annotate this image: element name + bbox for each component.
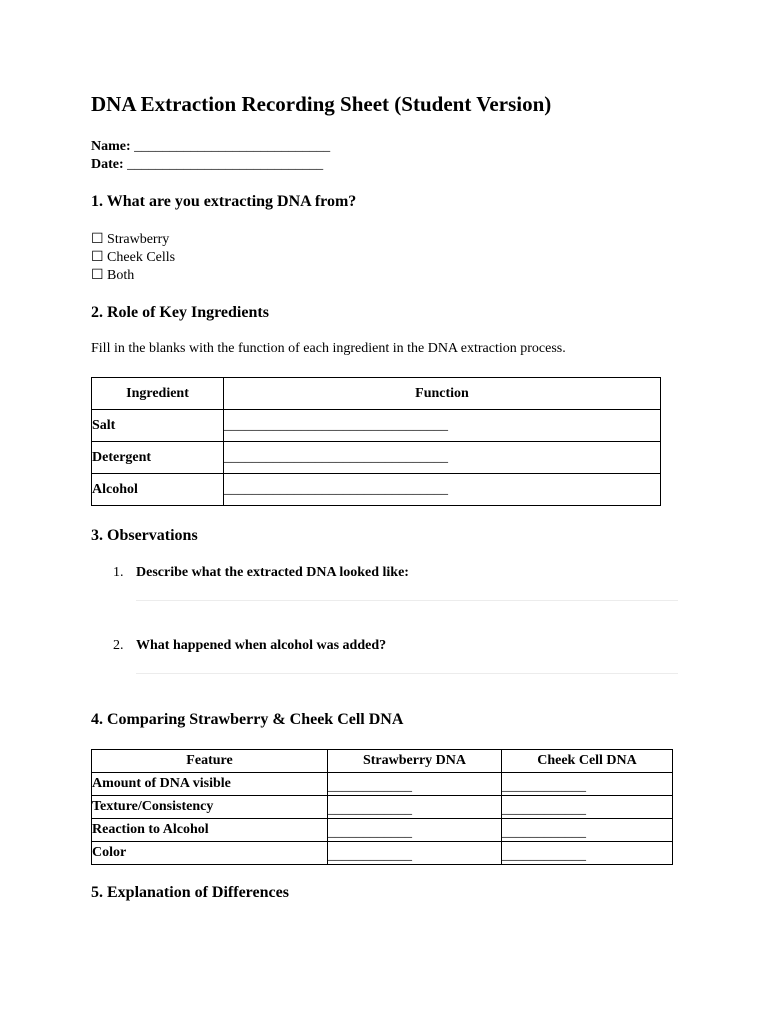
feature-cell: Color bbox=[92, 842, 328, 865]
option-strawberry-checkbox[interactable]: ☐ Strawberry bbox=[91, 232, 170, 247]
table-header-row bbox=[92, 378, 661, 410]
strawberry-field[interactable]: ____________ bbox=[328, 796, 502, 819]
cheek-field[interactable]: ____________ bbox=[502, 773, 673, 796]
ingredients-table bbox=[91, 377, 661, 506]
feature-cell: Texture/Consistency bbox=[92, 796, 328, 819]
date-field[interactable]: ____________________________ bbox=[127, 157, 324, 172]
section1-heading: 1. What are you extracting DNA from? bbox=[91, 193, 357, 210]
strawberry-field[interactable]: ____________ bbox=[328, 819, 502, 842]
table-header-row bbox=[92, 750, 673, 773]
strawberry-field[interactable]: ____________ bbox=[328, 842, 502, 865]
name-label: Name: bbox=[91, 139, 131, 154]
observation-question: What happened when alcohol was added? bbox=[136, 638, 387, 653]
section3-heading: 3. Observations bbox=[91, 527, 198, 544]
section5-heading: 5. Explanation of Differences bbox=[91, 884, 289, 901]
observation-number: 1. bbox=[113, 565, 124, 580]
cheek-field[interactable]: ____________ bbox=[502, 796, 673, 819]
ingredient-cell: Alcohol bbox=[92, 474, 224, 506]
option-both-checkbox[interactable]: ☐ Both bbox=[91, 268, 135, 283]
page-title: DNA Extraction Recording Sheet (Student Version) bbox=[91, 92, 552, 116]
table-row bbox=[92, 442, 661, 474]
observation-question: Describe what the extracted DNA looked like: bbox=[136, 565, 409, 580]
column-header-function: Function bbox=[224, 378, 661, 410]
table-row bbox=[92, 842, 673, 865]
function-field[interactable] bbox=[224, 442, 661, 474]
table-row bbox=[92, 474, 661, 506]
date-line bbox=[91, 157, 323, 173]
function-field[interactable] bbox=[224, 474, 661, 506]
function-field[interactable] bbox=[224, 410, 661, 442]
column-header-strawberry-dna: Strawberry DNA bbox=[328, 750, 502, 773]
cheek-field[interactable]: ____________ bbox=[502, 842, 673, 865]
observation-answer-line[interactable] bbox=[136, 600, 678, 601]
feature-cell: Reaction to Alcohol bbox=[92, 819, 328, 842]
cheek-field[interactable]: ____________ bbox=[502, 819, 673, 842]
name-line bbox=[91, 139, 330, 155]
function-blank[interactable]: ________________________________ bbox=[224, 418, 448, 433]
ingredient-cell: Salt bbox=[92, 410, 224, 442]
table-row bbox=[92, 410, 661, 442]
column-header-ingredient: Ingredient bbox=[92, 378, 224, 410]
column-header-feature: Feature bbox=[92, 750, 328, 773]
name-field[interactable]: ____________________________ bbox=[134, 139, 331, 154]
function-blank[interactable]: ________________________________ bbox=[224, 482, 448, 497]
column-header-cheek-cell-dna: Cheek Cell DNA bbox=[502, 750, 673, 773]
section2-instructions: Fill in the blanks with the function of each ingredient in the DNA extraction process. bbox=[91, 341, 566, 356]
section2-heading: 2. Role of Key Ingredients bbox=[91, 304, 269, 321]
function-blank[interactable]: ________________________________ bbox=[224, 450, 448, 465]
observation-number: 2. bbox=[113, 638, 124, 653]
date-label: Date: bbox=[91, 157, 124, 172]
table-row bbox=[92, 819, 673, 842]
section4-heading: 4. Comparing Strawberry & Cheek Cell DNA bbox=[91, 711, 404, 728]
ingredient-cell: Detergent bbox=[92, 442, 224, 474]
table-row bbox=[92, 773, 673, 796]
observation-answer-line[interactable] bbox=[136, 673, 678, 674]
strawberry-field[interactable]: ____________ bbox=[328, 773, 502, 796]
option-cheek-cells-checkbox[interactable]: ☐ Cheek Cells bbox=[91, 250, 176, 265]
table-row bbox=[92, 796, 673, 819]
feature-cell: Amount of DNA visible bbox=[92, 773, 328, 796]
comparison-table bbox=[91, 749, 673, 865]
